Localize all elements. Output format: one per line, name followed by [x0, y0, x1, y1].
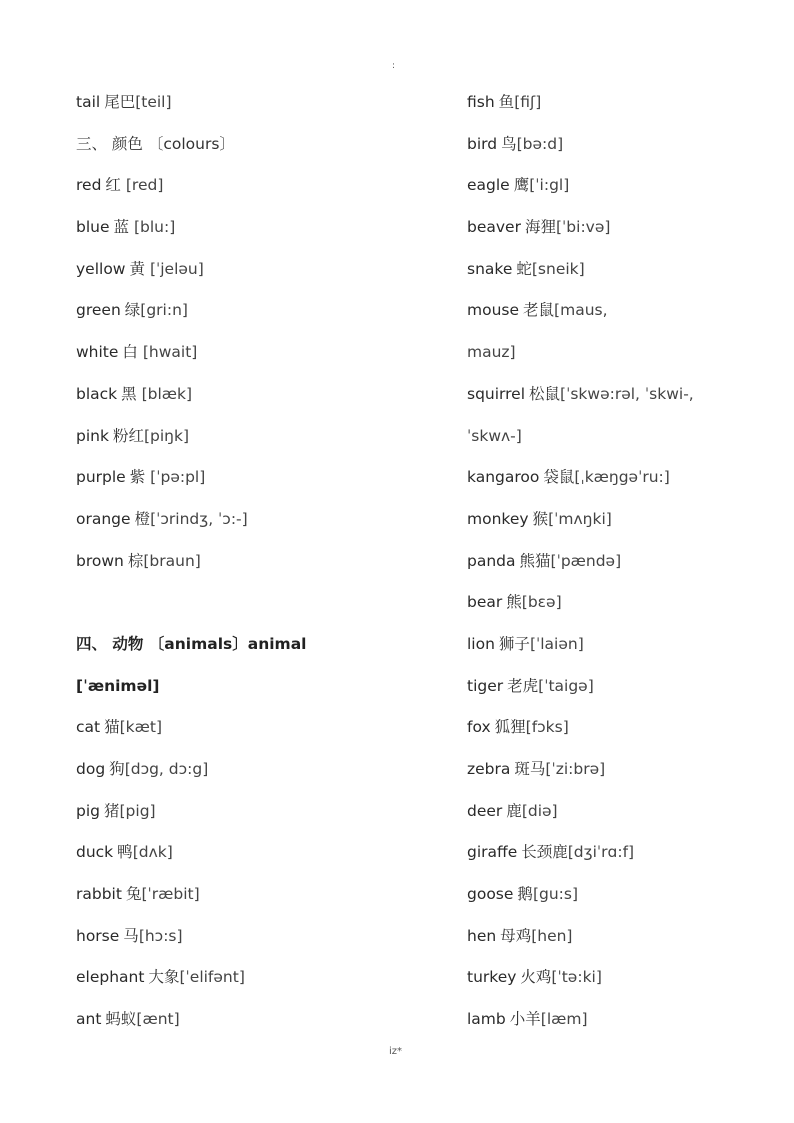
entry-phonetic: [hɔ:s]	[138, 926, 183, 945]
entry-chinese: 母鸡	[500, 926, 532, 945]
entry-word: zebra	[467, 760, 511, 778]
entry-chinese: 黄	[129, 259, 145, 278]
entry-word: fox	[467, 718, 491, 737]
entry-chinese: 松鼠	[529, 384, 561, 403]
vocab-entry-continued	[467, 416, 767, 458]
vocab-entry	[76, 374, 416, 416]
entry-phonetic: [ˈræbit]	[141, 885, 200, 904]
entry-word: orange	[76, 509, 131, 528]
entry-chinese: 橙	[134, 509, 151, 528]
entry-phonetic: [ˈɔrindʒ, ˈɔ:-]	[150, 509, 248, 528]
entry-phonetic: [kæt]	[119, 718, 162, 737]
entry-phonetic: [blæk]	[141, 384, 193, 403]
vocab-entry	[76, 457, 416, 499]
vocab-entry	[76, 165, 416, 207]
vocab-entry	[467, 582, 767, 624]
entry-phonetic: [hen]	[531, 926, 573, 945]
vocab-entry	[76, 916, 416, 958]
entry-chinese: 火鸡	[520, 968, 552, 987]
vocab-entry	[76, 707, 416, 749]
vocab-entry	[467, 624, 767, 666]
entry-word: green	[76, 301, 121, 320]
entry-word: pig	[76, 801, 100, 820]
vocab-entry	[467, 165, 767, 207]
entry-phonetic: [braun]	[143, 551, 201, 570]
entry-chinese: 熊	[506, 593, 522, 612]
entry-word: rabbit	[76, 885, 122, 904]
vocab-entry	[467, 666, 767, 708]
vocab-entry	[467, 957, 767, 999]
vocab-entry	[467, 541, 767, 583]
entry-phonetic: [bə:d]	[516, 134, 564, 153]
entry-phonetic: [ˈmʌŋki]	[548, 509, 612, 528]
vocab-entry	[467, 916, 767, 958]
vocab-entry	[76, 999, 416, 1041]
entry-chinese: 猫	[104, 718, 120, 737]
entry-word: squirrel	[467, 384, 526, 403]
entry-chinese: 海狸	[524, 218, 556, 237]
entry-word: purple	[76, 468, 126, 487]
entry-chinese: 鸭	[117, 843, 133, 862]
entry-word: duck	[76, 843, 114, 862]
entry-word: lion	[467, 634, 495, 653]
entry-word: elephant	[76, 968, 145, 987]
entry-chinese: 鸟	[501, 134, 517, 153]
vocab-entry	[467, 374, 767, 416]
entry-word: dog	[76, 760, 106, 778]
entry-word: yellow	[76, 259, 126, 278]
entry-phonetic: [ænt]	[136, 1010, 180, 1029]
entry-word: monkey	[467, 509, 529, 528]
entry-word: red	[76, 176, 102, 195]
vocab-entry	[467, 749, 767, 791]
section-heading-animals: 四、 动物 〔animals〕animal	[76, 634, 307, 653]
vocab-entry	[467, 874, 767, 916]
entry-chinese: 长颈鹿	[521, 843, 568, 862]
entry-word: brown	[76, 551, 124, 570]
entry-word: kangaroo	[467, 468, 540, 487]
vocab-entry	[76, 499, 416, 541]
entry-word: white	[76, 343, 119, 362]
entry-word: giraffe	[467, 843, 518, 862]
entry-phonetic: [pig]	[119, 801, 156, 820]
entry-chinese: 老虎	[507, 676, 539, 695]
entry-chinese: 狐狸	[494, 718, 526, 737]
entry-chinese: 黑	[121, 384, 137, 403]
section-heading-animals-phonetic: [ˈæniməl]	[76, 676, 160, 695]
entry-phonetic: [teil]	[135, 93, 172, 111]
entry-chinese: 老鼠	[523, 301, 555, 320]
entry-phonetic: [fɔks]	[525, 718, 569, 737]
entry-chinese: 蛇	[516, 259, 532, 278]
vocab-entry	[76, 416, 416, 458]
vocab-entry	[467, 290, 767, 332]
entry-chinese: 蓝	[113, 218, 130, 237]
entry-phonetic: [sneik]	[531, 259, 585, 278]
entry-phonetic: [red]	[125, 176, 164, 195]
entry-phonetic: [ˈbi:və]	[555, 218, 611, 237]
entry-chinese: 粉红	[112, 426, 144, 445]
entry-phonetic: [ˈskwə:rəl, ˈskwi-,	[560, 384, 694, 403]
entry-phonetic: [diə]	[521, 801, 558, 820]
entry-chinese: 猴	[532, 509, 549, 528]
entry-chinese: 尾巴	[104, 93, 136, 111]
entry-word: bear	[467, 593, 503, 612]
entry-phonetic: [piŋk]	[143, 426, 190, 445]
entry-word: blue	[76, 218, 110, 237]
entry-phonetic: [blu:]	[133, 218, 176, 237]
entry-chinese: 狗	[109, 760, 125, 778]
entry-chinese: 紫	[129, 468, 146, 487]
vocab-entry-continued	[467, 332, 767, 374]
entry-word: goose	[467, 885, 514, 904]
entry-phonetic: [maus,	[554, 301, 608, 320]
vocab-entry	[467, 832, 767, 874]
entry-phonetic: [dʌk]	[132, 843, 173, 862]
page-footer-mark: iz*	[389, 1046, 403, 1057]
vocab-entry	[467, 707, 767, 749]
entry-phonetic: [ˈzi:brə]	[545, 760, 606, 778]
left-column	[76, 82, 416, 1041]
entry-word: ant	[76, 1010, 102, 1029]
entry-phonetic: [gri:n]	[140, 301, 188, 320]
vocab-entry	[76, 874, 416, 916]
entry-word: turkey	[467, 968, 517, 987]
entry-phonetic: [fiʃ]	[514, 93, 542, 111]
entry-phonetic: [ˈtaigə]	[538, 676, 594, 695]
right-column	[467, 82, 767, 1041]
vocab-entry	[467, 999, 767, 1041]
entry-chinese: 小羊	[509, 1010, 541, 1029]
vocab-entry	[76, 332, 416, 374]
entry-phonetic: [ˈtə:ki]	[551, 968, 602, 987]
entry-phonetic: [læm]	[540, 1010, 588, 1029]
vocab-entry	[467, 457, 767, 499]
entry-phonetic-continued: ˈskwʌ-]	[467, 426, 522, 445]
spacer	[76, 582, 416, 624]
entry-word: lamb	[467, 1010, 506, 1029]
entry-word: tail	[76, 93, 101, 111]
entry-phonetic: [dɔg, dɔ:g]	[124, 760, 209, 778]
entry-word: fish	[467, 93, 495, 111]
entry-word: panda	[467, 551, 516, 570]
entry-word: tiger	[467, 676, 504, 695]
vocab-entry	[467, 82, 767, 124]
vocab-entry	[76, 249, 416, 291]
entry-chinese: 猪	[103, 801, 120, 820]
vocab-entry	[76, 957, 416, 999]
entry-phonetic: [hwait]	[142, 343, 198, 362]
entry-phonetic: [bɛə]	[521, 593, 562, 612]
entry-word: bird	[467, 134, 498, 153]
entry-phonetic: [ˈjeləu]	[149, 259, 204, 278]
entry-phonetic: [ˈpændə]	[550, 551, 622, 570]
entry-word: beaver	[467, 218, 521, 237]
entry-phonetic: [ˈelifənt]	[179, 968, 245, 987]
entry-word: cat	[76, 718, 101, 737]
entry-chinese: 红	[105, 176, 121, 195]
section-heading-colours: 三、 颜色 〔colours〕	[76, 134, 235, 153]
entry-chinese: 鹿	[506, 801, 522, 820]
entry-word: eagle	[467, 176, 510, 195]
entry-phonetic: [gu:s]	[532, 885, 578, 904]
entry-chinese: 鱼	[498, 93, 515, 111]
entry-chinese: 棕	[127, 551, 144, 570]
vocab-entry	[76, 832, 416, 874]
vocab-entry	[76, 541, 416, 583]
vocab-entry	[76, 791, 416, 833]
entry-word: snake	[467, 259, 513, 278]
entry-chinese: 绿	[124, 301, 141, 320]
entry-phonetic: [ˈlaiən]	[529, 634, 584, 653]
entry-chinese: 袋鼠	[543, 468, 575, 487]
entry-chinese: 大象	[148, 968, 180, 987]
entry-phonetic: [ˌkæŋgəˈru:]	[574, 468, 670, 487]
entry-chinese: 鹅	[517, 885, 533, 904]
entry-chinese: 熊猫	[519, 551, 551, 570]
vocab-entry	[76, 290, 416, 332]
vocab-entry	[467, 249, 767, 291]
entry-phonetic: [dʒiˈrɑ:f]	[567, 843, 635, 862]
entry-word: horse	[76, 926, 120, 945]
vocab-entry	[467, 791, 767, 833]
entry-chinese: 白	[122, 343, 138, 362]
vocab-entry	[467, 499, 767, 541]
entry-phonetic: [ˈi:gl]	[529, 176, 570, 195]
entry-chinese: 兔	[125, 885, 142, 904]
entry-word: deer	[467, 801, 503, 820]
entry-chinese: 鹰	[513, 176, 530, 195]
vocab-entry	[467, 207, 767, 249]
entry-chinese: 狮子	[498, 634, 530, 653]
vocab-entry	[76, 82, 416, 124]
vocab-entry	[76, 207, 416, 249]
entry-chinese: 蚂蚁	[105, 1010, 137, 1029]
entry-phonetic-continued: mauz]	[467, 343, 516, 362]
entry-word: mouse	[467, 301, 520, 320]
entry-word: pink	[76, 426, 109, 445]
entry-chinese: 马	[123, 926, 139, 945]
entry-word: hen	[467, 926, 497, 945]
entry-chinese: 斑马	[514, 760, 546, 778]
entry-phonetic: [ˈpə:pl]	[150, 468, 206, 487]
vocab-entry	[467, 124, 767, 166]
header-mark: :	[392, 61, 396, 71]
vocab-entry	[76, 749, 416, 791]
entry-word: black	[76, 384, 118, 403]
